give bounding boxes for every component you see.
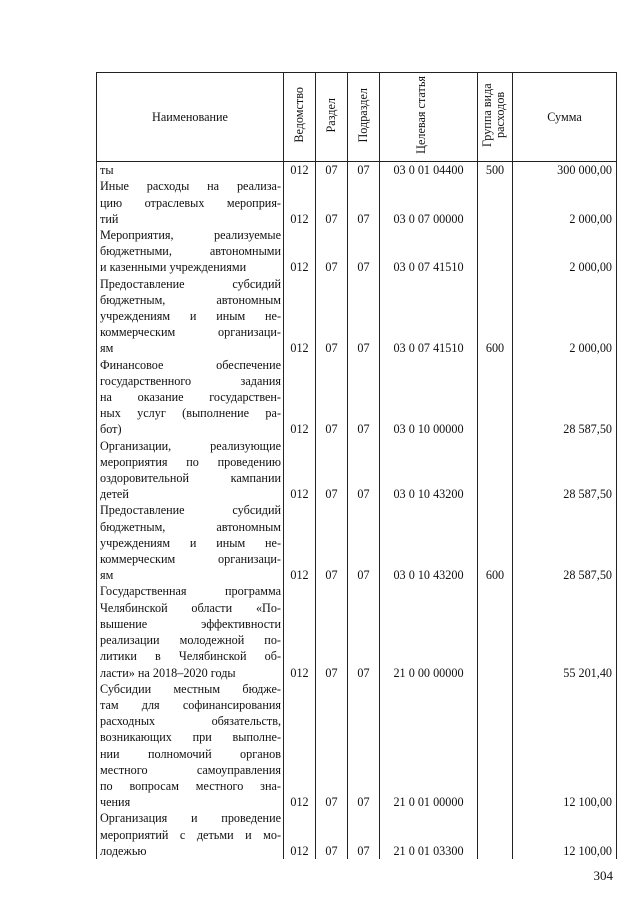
row-name: [97, 276, 284, 357]
row-name-line: коммерческим организаци-: [100, 325, 281, 340]
row-name-line: ласти» на 2018–2020 годы: [100, 665, 236, 680]
header-subsection: Подраздел: [356, 87, 370, 143]
row-dept: 012: [284, 227, 316, 276]
row-name-line: бюджетным, автономным: [100, 519, 281, 534]
row-name-line: по вопросам местного зна-: [100, 778, 281, 793]
row-name-line: бот): [100, 422, 122, 437]
row-name-line: бюджетным, автономным: [100, 292, 281, 307]
row-section: 07: [316, 178, 348, 227]
row-name-line: там для софинансирования: [100, 697, 281, 712]
table-row: [97, 681, 617, 811]
row-name-line: мероприятий с детьми и мо-: [100, 827, 281, 842]
row-target: 03 0 07 00000: [380, 178, 478, 227]
header-name: Наименование: [97, 73, 284, 162]
row-target: 21 0 01 00000: [380, 681, 478, 811]
header-section: Раздел: [324, 97, 338, 133]
budget-table: [96, 72, 617, 859]
row-name: [97, 162, 284, 179]
row-name-line: ты: [100, 163, 114, 178]
table-row: [97, 276, 617, 357]
row-name-line: Мероприятия, реализуемые: [100, 228, 281, 243]
row-name-line: Челябинской области «По-: [100, 600, 281, 615]
row-target: 03 0 01 04400: [380, 162, 478, 179]
row-name-line: вышение эффективности: [100, 616, 281, 631]
table-body: [97, 162, 617, 859]
row-name-line: Государственная программа: [100, 584, 281, 599]
row-subsection: 07: [348, 276, 380, 357]
row-section: 07: [316, 227, 348, 276]
row-name-line: коммерческим организаци-: [100, 552, 281, 567]
row-target: 03 0 07 41510: [380, 276, 478, 357]
row-subsection: 07: [348, 810, 380, 859]
row-name: [97, 227, 284, 276]
row-name-line: расходных обязательств,: [100, 714, 281, 729]
table-row: [97, 178, 617, 227]
row-dept: 012: [284, 178, 316, 227]
row-group: 600: [478, 502, 513, 583]
row-group: [478, 227, 513, 276]
row-name: [97, 681, 284, 811]
row-name-line: Финансовое обеспечение: [100, 357, 281, 372]
row-name-line: ных услуг (выполнение ра-: [100, 406, 281, 421]
row-sum: 12 100,00: [513, 810, 617, 859]
row-group: 600: [478, 276, 513, 357]
row-group: [478, 681, 513, 811]
table-row: [97, 438, 617, 503]
row-section: 07: [316, 357, 348, 438]
row-sum: 2 000,00: [513, 227, 617, 276]
table-row: [97, 357, 617, 438]
row-sum: 28 587,50: [513, 502, 617, 583]
row-name-line: Предоставление субсидий: [100, 276, 281, 291]
row-subsection: 07: [348, 583, 380, 680]
row-sum: 2 000,00: [513, 276, 617, 357]
row-name-line: тий: [100, 211, 119, 226]
row-name-line: реализации молодежной по-: [100, 633, 281, 648]
row-name-line: местного самоуправления: [100, 762, 281, 777]
header-dept: Ведомство: [292, 87, 306, 143]
row-section: 07: [316, 681, 348, 811]
row-name-line: возникающих при выполне-: [100, 730, 281, 745]
table-row: [97, 502, 617, 583]
page-number: 304: [593, 868, 613, 883]
row-name-line: нии полномочий органов: [100, 746, 281, 761]
row-dept: 012: [284, 681, 316, 811]
table-row: [97, 227, 617, 276]
row-group: [478, 438, 513, 503]
row-section: 07: [316, 502, 348, 583]
row-sum: 28 587,50: [513, 357, 617, 438]
row-name-line: ям: [100, 341, 114, 356]
row-group: [478, 178, 513, 227]
row-group: 500: [478, 162, 513, 179]
row-subsection: 07: [348, 438, 380, 503]
row-name-line: и казенными учреждениями: [100, 260, 247, 275]
row-subsection: 07: [348, 681, 380, 811]
row-group: [478, 810, 513, 859]
row-dept: 012: [284, 162, 316, 179]
row-target: 21 0 01 03300: [380, 810, 478, 859]
row-target: 03 0 10 43200: [380, 438, 478, 503]
row-name: [97, 502, 284, 583]
header-sum: Сумма: [513, 73, 617, 162]
row-name: [97, 810, 284, 859]
row-group: [478, 583, 513, 680]
table-header-row: [97, 73, 617, 162]
row-name-line: мероприятия по проведению: [100, 454, 281, 469]
row-dept: 012: [284, 357, 316, 438]
row-name: [97, 178, 284, 227]
row-section: 07: [316, 162, 348, 179]
row-name-line: Организация и проведение: [100, 811, 281, 826]
row-name-line: учреждениям и иным не-: [100, 309, 281, 324]
row-name-line: государственного задания: [100, 373, 281, 388]
row-name-line: Организации, реализующие: [100, 438, 281, 453]
row-group: [478, 357, 513, 438]
row-name-line: лодежью: [100, 843, 147, 858]
row-subsection: 07: [348, 162, 380, 179]
row-name-line: оздоровительной кампании: [100, 471, 281, 486]
table-row: [97, 583, 617, 680]
row-name-line: литики в Челябинской об-: [100, 649, 281, 664]
row-section: 07: [316, 810, 348, 859]
row-name-line: цию отраслевых мероприя-: [100, 195, 281, 210]
row-target: 03 0 10 00000: [380, 357, 478, 438]
row-target: 21 0 00 00000: [380, 583, 478, 680]
row-target: 03 0 07 41510: [380, 227, 478, 276]
row-name-line: учреждениям и иным не-: [100, 535, 281, 550]
row-name: [97, 438, 284, 503]
table-row: [97, 162, 617, 179]
row-name: [97, 583, 284, 680]
row-name-line: детей: [100, 487, 129, 502]
row-name: [97, 357, 284, 438]
row-name-line: Предоставление субсидий: [100, 503, 281, 518]
row-section: 07: [316, 276, 348, 357]
row-sum: 300 000,00: [513, 162, 617, 179]
header-group: Группа вида расходов: [480, 83, 507, 147]
row-sum: 12 100,00: [513, 681, 617, 811]
table-row: [97, 810, 617, 859]
row-subsection: 07: [348, 357, 380, 438]
row-sum: 2 000,00: [513, 178, 617, 227]
row-sum: 28 587,50: [513, 438, 617, 503]
header-target: Целевая статья: [413, 76, 428, 154]
row-dept: 012: [284, 810, 316, 859]
row-name-line: чения: [100, 795, 131, 810]
row-sum: 55 201,40: [513, 583, 617, 680]
row-dept: 012: [284, 502, 316, 583]
row-name-line: ям: [100, 568, 114, 583]
row-section: 07: [316, 583, 348, 680]
row-name-line: Иные расходы на реализа-: [100, 179, 281, 194]
row-dept: 012: [284, 583, 316, 680]
row-name-line: бюджетными, автономными: [100, 244, 281, 259]
row-dept: 012: [284, 276, 316, 357]
row-subsection: 07: [348, 178, 380, 227]
row-subsection: 07: [348, 227, 380, 276]
row-dept: 012: [284, 438, 316, 503]
row-section: 07: [316, 438, 348, 503]
row-name-line: Субсидии местным бюдже-: [100, 681, 281, 696]
row-name-line: на оказание государствен-: [100, 390, 281, 405]
row-subsection: 07: [348, 502, 380, 583]
row-target: 03 0 10 43200: [380, 502, 478, 583]
